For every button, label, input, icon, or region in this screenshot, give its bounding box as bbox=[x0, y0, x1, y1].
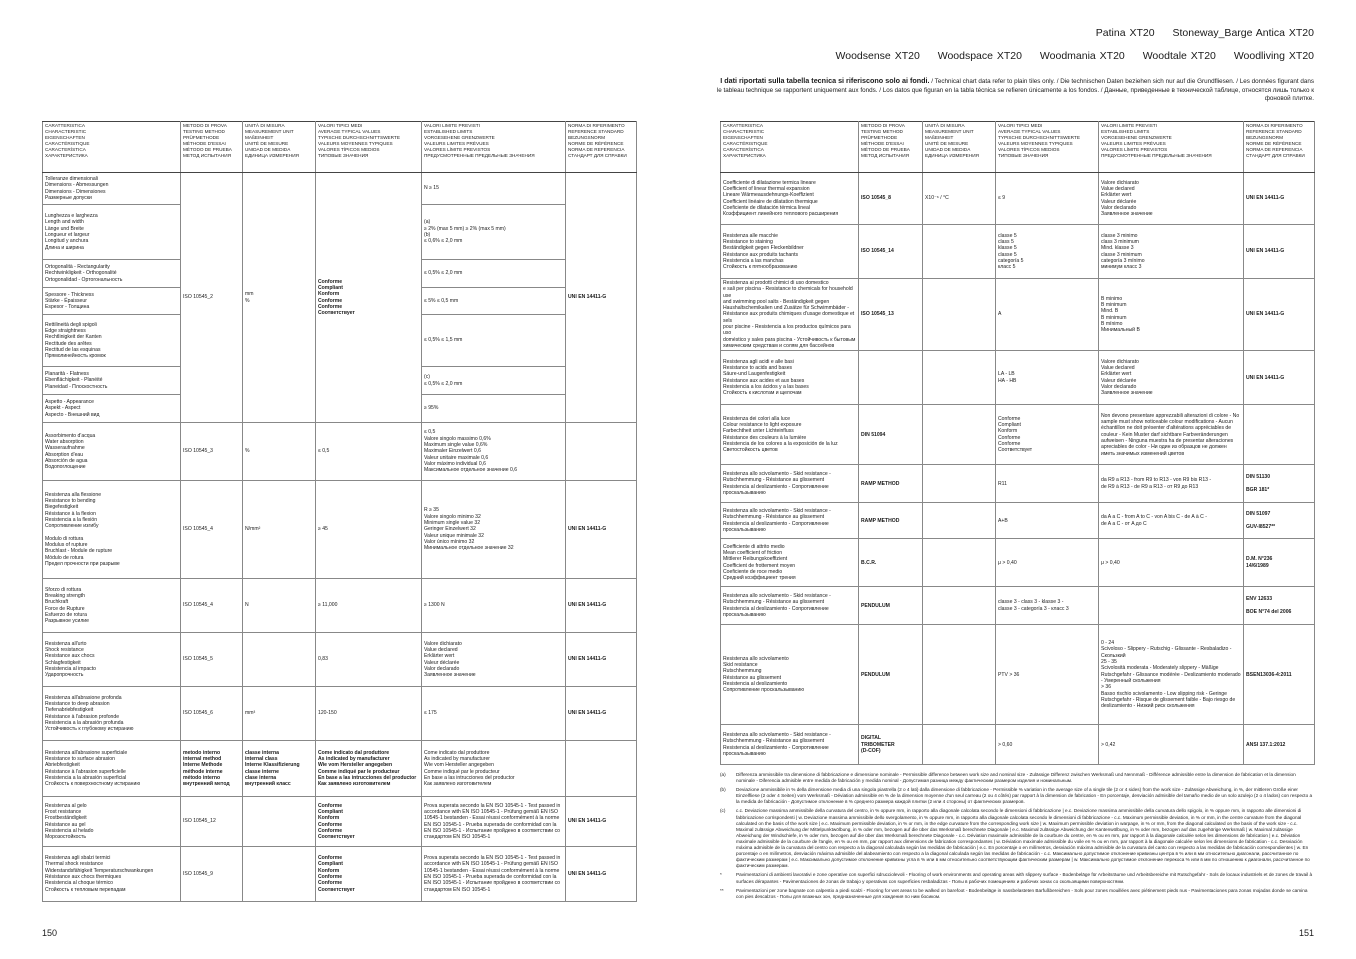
footnote bbox=[720, 888, 1314, 900]
disclaimer-bold: I dati riportati sulla tabella tecnica si riferiscono solo ai fondi. bbox=[720, 76, 930, 85]
row-limit: ≥ 1300 N bbox=[422, 579, 566, 633]
table-row bbox=[43, 741, 637, 797]
footnote-text: Pavimentazioni di ambienti lavorativi e zone operative con superfici sdrucciolevoli - Flooring of work environments and operating areas with slippery surface - Bodenbeläge für Arbeitsräume und Arbeitsbereiche mit Rutschgefahr - Sols de locaux industriels et de zones de travail à surfaces dérapantes - Pavimentaciones de zonas de trabajo y operativas con superficies resbaladizas - Полы в рабочих помещениях и рабочих зонах со скользящими поверхностями. bbox=[736, 872, 1313, 884]
row-characteristic: Resistenza agli sbalzi termici Thermal shock resistance Widerstandsfähigkeit Temperaturschwankungen Résistance aux chocs thermiques Resistencia al choque térmico Стойкость к тепловым перепадам bbox=[43, 847, 181, 902]
row-limit: Prova superata secondo la EN ISO 10545-1 - Test passed in accordance with EN ISO 10545-1 - Prüfung gemäß EN ISO 10545-1 bestanden - Essai réussi conformément à la norme EN ISO 10545-1 - Prueba superada de conformidad con la EN ISO 10545-1 - Испытание пройдено в соответствии со стандартом EN ISO 10545-1 bbox=[422, 847, 566, 902]
row-limit: ≤ 0,5 Valore singolo massimo 0,6% Maximum single value 0,6% Maximaler Einzelwert 0,6 Valeur unitaire maximale 0,6 Valor máximo individual 0,6 Максимальное отдельное значение 0,6 bbox=[422, 423, 566, 481]
row-norm: UNI EN 14411-G bbox=[566, 633, 637, 687]
row-limit: N ≥ 15 bbox=[422, 173, 566, 205]
row-typical: μ > 0,40 bbox=[996, 539, 1099, 587]
row-unit bbox=[243, 847, 316, 902]
row-method: RAMP METHOD bbox=[859, 465, 923, 503]
collection-line-1 bbox=[1082, 27, 1314, 39]
row-unit: X10⁻⁶ / °C bbox=[923, 173, 996, 225]
row-typical: A+B bbox=[996, 503, 1099, 539]
table-row bbox=[43, 173, 637, 205]
row-method: ISO 10545_14 bbox=[859, 225, 923, 279]
row-unit bbox=[923, 625, 996, 725]
header-typical: VALORI TIPICI MEDI AVERAGE TYPICAL VALUES TYPISCHE DURCHSCHNITTSWERTE VALEURS MOYENNES TYPIQUES VALORES TÍPICOS MEDIOS ТИПОВЫЕ ЗНАЧЕНИЯ bbox=[996, 122, 1099, 173]
row-characteristic: Resistenza alla flessione Resistance to bending Biegefestigkeit Résistance à la flexion Resistencia a la flexión Сопротивление изгибу Modulo di rottura Modulus of rupture Bruchlast - Module de rupture Módulo de rotura Предел прочности при разрыве bbox=[43, 481, 181, 579]
row-characteristic: Resistenza all'urto Shock resistance Resistance aux chocs Schlagfestigkeit Resistencia al impacto Ударопрочность bbox=[43, 633, 181, 687]
row-method: ISO 10545_4 bbox=[181, 481, 243, 579]
header-typical: VALORI TIPICI MEDI AVERAGE TYPICAL VALUES TYPISCHE DURCHSCHNITTSWERTE VALEURS MOYENNES TYPIQUES VALORES TÍPICOS MEDIOS ТИПОВЫЕ ЗНАЧЕНИЯ bbox=[316, 122, 422, 173]
row-limit: ≤ 5% ≤ 0,5 mm bbox=[422, 288, 566, 315]
row-norm: UNI EN 14411-G bbox=[566, 687, 637, 741]
row-limit: da R9 a R13 - from R9 to R13 - von R9 bis R13 - de R9 à R13 - de R9 a R13 - от R9 до R13 bbox=[1099, 465, 1244, 503]
table-row bbox=[43, 847, 637, 902]
row-characteristic: Resistenza allo scivolamento - Skid resistance - Rutschhemmung - Résistance au glissement Resistencia al deslizamiento - Сопротивление проскальзыванию bbox=[721, 503, 859, 539]
row-norm: UNI EN 14411-G bbox=[566, 579, 637, 633]
row-limit: Valore dichiarato Value declared Erklärter wert Valeur déclarée Valor declarado Заявленное значение bbox=[422, 633, 566, 687]
row-norm: UNI EN 14411-G bbox=[1244, 173, 1315, 225]
row-limit: ≤ 175 bbox=[422, 687, 566, 741]
row-limit: classe 3 minimo class 3 minimum Mind. klasse 3 classe 3 minimum categoría 3 mínimo минимум класс 3 bbox=[1099, 225, 1244, 279]
row-norm: UNI EN 14411-G bbox=[1244, 351, 1315, 405]
row-limit bbox=[1099, 587, 1244, 625]
disclaimer-rest: / Technical chart data refer to plain tiles only. / Die technischen Daten beziehen sich nur auf die Grundfliesen. / Les données figurant dans le tableau technique se rapportent uniquement aux fonds. / Los datos que figuran en la tabla técnica se refieren únicamente a los fondos. / Данные, приведенные в технической таблице, относятся лишь только к фоновой плитке. bbox=[716, 78, 1314, 103]
row-norm: DIN 51130 BGR 181* bbox=[1244, 465, 1315, 503]
row-characteristic: Coefficiente di attrito medio Mean coefficient of friction Mittlerer Reibungskoeffizient Coefficient de frottement moyen Coeficiente de roce medio Средний коэффициент трения bbox=[721, 539, 859, 587]
row-characteristic: Planarità - Flatness Ebenflächigkeit - Planéité Planeidad - Плоскостность bbox=[43, 367, 181, 395]
row-unit bbox=[923, 405, 996, 465]
table-row bbox=[721, 405, 1315, 465]
collection-name: Stoneway_Barge Antica XT20 bbox=[1172, 27, 1314, 39]
header-characteristic: CARATTERISTICA CHARACTERISTIC EIGENSCHAFTEN CARACTÉRISTIQUE CARACTERÍSTICA ХАРАКТЕРИСТИКА bbox=[721, 122, 859, 173]
row-characteristic: Resistenza allo scivolamento Skid resistance Rutschhemmung Résistance au glissement Resistencia al deslizamiento Сопротивление проскальзыванию bbox=[721, 625, 859, 725]
row-typical: 120-150 bbox=[316, 687, 422, 741]
table-row bbox=[43, 633, 637, 687]
footnote-key: * bbox=[720, 872, 722, 878]
row-method: ISO 10545_12 bbox=[181, 797, 243, 847]
collection-name: Woodmania XT20 bbox=[1039, 50, 1125, 62]
row-characteristic: Sforzo di rottura Breaking strength Bruchkraft Force de Rupture Esfuerzo de rotura Разрывное усилие bbox=[43, 579, 181, 633]
row-method: PENDULUM bbox=[859, 587, 923, 625]
row-limit: Non devono presentare apprezzabili alterazioni di colore - No sample must show noticeable colour modifications - Aucun échantillon ne doit présenter d'altérations appréciables de couleur - Kein Muster darf sichtbare Farbveränderungen aufweisen - Ninguna muestra ha de presentar alteraciones apreciables de color - Ни один из образцов не должен иметь значимых изменений цветов bbox=[1099, 405, 1244, 465]
row-typical: classe 3 - class 3 - klasse 3 - classe 3 - categoría 3 - класс 3 bbox=[996, 587, 1099, 625]
table-row bbox=[721, 503, 1315, 539]
row-characteristic: Rettilineità degli spigoli Edge straightness Rechtlinigkeit der Kanten Rectitude des arêtes Rectitud de las esquinas Прямолинейность кромок bbox=[43, 315, 181, 367]
row-unit: classe interna internal class Interne Klassifizierung classe interne clase interna внутренний класс bbox=[243, 741, 316, 797]
row-unit: mm³ bbox=[243, 687, 316, 741]
row-norm: D.M. N°236 14/6/1989 bbox=[1244, 539, 1315, 587]
row-characteristic: Ortogonalità - Rectangularity Rechtwinkligkeit - Orthogonalité Ortogonalidad - Ортогональность bbox=[43, 260, 181, 288]
row-unit bbox=[923, 465, 996, 503]
table-row bbox=[721, 173, 1315, 225]
row-typical: ≤ 9 bbox=[996, 173, 1099, 225]
row-norm bbox=[566, 423, 637, 481]
row-method: ISO 10545_5 bbox=[181, 633, 243, 687]
row-limit: da A a C - from A to C - von A bis C - de A à C - de A a C - от A до C bbox=[1099, 503, 1244, 539]
row-unit: % bbox=[243, 423, 316, 481]
row-limit: ≤ 0,5% ≤ 1,5 mm bbox=[422, 315, 566, 367]
header-unit: UNITÀ DI MISURA MEASUREMENT UNIT MAßEINHEIT UNITÉ DE MESURE UNIDAD DE MEDIDA ЕДИНИЦА ИЗМЕРЕНИЯ bbox=[923, 122, 996, 173]
group-unit: mm % bbox=[243, 173, 316, 423]
page-number-left: 150 bbox=[42, 928, 58, 938]
table-row bbox=[43, 579, 637, 633]
row-method: metodo interno internal method Interne Methode méthode interne método interno внутренний метод bbox=[181, 741, 243, 797]
row-characteristic: Tolleranze dimensionali Dimensions - Abmessungen Dimensions - Dimensiones Размерные допуски bbox=[43, 173, 181, 205]
header-method: METODO DI PROVA TESTING METHOD PRÜFMETHODE MÉTHODE D'ESSAI MÉTODO DE PRUEBA МЕТОД ИСПЫТАНИЯ bbox=[181, 122, 243, 173]
footnote bbox=[720, 787, 1314, 805]
row-typical: 0,83 bbox=[316, 633, 422, 687]
page-number-right: 151 bbox=[1298, 928, 1314, 938]
footnote-text: Differenza ammissibile tra dimensione di fabbricazione e dimensione nominale - Permissible difference between work size and nominal size - Zulässige Differenz zwischen Werksmaß und Nennmaß - Différence admissible entre la dimension de fabrication et la dimension nominale - Diferencia admisible entre medida de fabricación y medida nominal - Допустимая разница между фактическим размером изделия и номинальным. bbox=[736, 772, 1296, 784]
row-limit: (c) ≤ 0,5% ≤ 2,0 mm bbox=[422, 367, 566, 395]
header-unit: UNITÀ DI MISURA MEASUREMENT UNIT MAßEINHEIT UNITÉ DE MESURE UNIDAD DE MEDIDA ЕДИНИЦА ИЗМЕРЕНИЯ bbox=[243, 122, 316, 173]
row-unit bbox=[923, 539, 996, 587]
collection-name: Woodsense XT20 bbox=[835, 50, 920, 62]
footnote bbox=[720, 872, 1314, 884]
right-tech-table bbox=[720, 121, 1315, 765]
collection-name: Woodtale XT20 bbox=[1142, 50, 1216, 62]
footnote-key: (b) bbox=[720, 787, 726, 793]
row-typical: LA - LB HA - HB bbox=[996, 351, 1099, 405]
row-characteristic: Resistenza ai prodotti chimici di uso domestico e sali per piscina - Resistance to chemicals for household use and swimming pool salts - Beständigkeit gegen Haushaltschemikalien und Zusätze für Schwimmbäder - Résistance aux produits chimiques d'usage domestique et sels pour piscine - Resistencia a los productos químicos para uso doméstico y sales para piscina - Устойчивость к бытовым химическим средствам и солям для бассейнов bbox=[721, 279, 859, 351]
row-limit: Valore dichiarato Value declared Erklärter wert Valeur déclarée Valor declarado Заявленное значение bbox=[1099, 351, 1244, 405]
row-norm: UNI EN 14411-G bbox=[1244, 225, 1315, 279]
row-limit: Come indicato dal produttore As indicated by manufacturer Wie vom Hersteller angegeben Comme indiqué par le producteur En base a las intrucciones del productor Как заявлено изготовителем bbox=[422, 741, 566, 797]
row-method: DIGITAL TRIBOMETER (D-COF) bbox=[859, 725, 923, 765]
footnote-key: (a) bbox=[720, 772, 726, 777]
right-page bbox=[678, 0, 1356, 959]
table-row bbox=[43, 423, 637, 481]
table-row bbox=[721, 279, 1315, 351]
row-norm: BSEN13036-4:2011 bbox=[1244, 625, 1315, 725]
row-typical: Come indicato dal produttore As indicated by manufacturer Wie vom Hersteller angegeben Comme indiqué par le producteur En base a las intrucciones del productor Как заявлено изготовителем bbox=[316, 741, 422, 797]
row-limit: μ > 0,40 bbox=[1099, 539, 1244, 587]
row-characteristic: Aspetto - Appearance Aspekt - Aspect Aspecto - Внешний вид bbox=[43, 395, 181, 423]
row-method: ISO 10545_9 bbox=[181, 847, 243, 902]
row-method: ISO 10545_6 bbox=[181, 687, 243, 741]
row-method: ISO 10545_13 bbox=[859, 279, 923, 351]
table-row bbox=[43, 481, 637, 579]
row-characteristic: Lunghezza e larghezza Length and width Länge und Breite Longueur et largeur Longitud y anchura Длина и ширина bbox=[43, 205, 181, 260]
row-characteristic: Resistenza agli acidi e alle basi Resistance to acids and bases Säure-und Laugenfestigkeit Résistance aux acides et aux bases Resistencia a los ácidos y a las bases Стойкость к кислотам и щелочам bbox=[721, 351, 859, 405]
table-row bbox=[721, 465, 1315, 503]
footnote bbox=[720, 808, 1314, 869]
row-method: B.C.R. bbox=[859, 539, 923, 587]
footnote-text: c.c. Deviazione massima ammissibile della curvatura del centro, in % oppure mm, in rapporto alla diagonale calcolata secondo le dimensioni di fabbricazione | e.c. Deviazione massima ammissibile della curvatura dello spigolo, in % oppure mm, in rapporto alle dimensioni di fabbricazione corrispondenti | w. Deviazione massima ammissibile dello svergolamento, in % oppure mm, in rapporto alla diagonale calcolata secondo le dimensioni di fabbricazione - c.c. Maximum permissible deviation, in % or mm, in the centre curvature from the diagonal calculated on the basis of the work size | e.c. Maximum permissible deviation, in % or mm, in the edge curvature from the corresponding work size | w. Maximum permissible deviation in warpage, in % or mm, from the diagonal calculated on the basis of the work size - c.c. Maximal zulässige Abweichung der Mittelpunktwölbung, in % oder mm, bezogen auf die über das Werksmaß berechnete Diagonale | e.c. Maximal zulässige Abweichung der Kantenwölbung, in % oder mm, bezogen auf das zugehörige Werksmaß | w. Maximal zulässige Abweichung der Windschiefe, in % oder mm, bezogen auf die über das Werksmaß berechnete Diagonale - c.c. Déviation maximale admissible de la courbure du centre, en % ou en mm, par rapport à la diagonale calculée selon les dimensions de fabrication | e.c. Déviation maximale admissible de la courbure de l'angle, en % ou en mm, par rapport aux dimensions de fabrication correspondantes | w. Déviation maximale admissible du voile en % ou en mm, par rapport à la diagonale calculée selon les dimensions de fabrication - c.c. Desviación máxima admisible de la curvatura del centro con respecto a la diagonal calculada según las medidas de fabricación | e.c. En porcentaje o en milímetros, desviación máxima admisible de la curvatura del canto con respecto a las medidas de fabricación correspondientes | w. En porcentaje o en milímetros, desviación máxima admisible del alabeamiento con respecto a la diagonal calculada según las medidas de fabricación - c.c. Максимально допустимое отклонение кривизны центра в % или в мм относительно диагонали, рассчитанное по фактическим размерам | e.c. Максимально допустимое отклонение кривизны угла в % или в мм относительно соответствующим фактическим размерам | w. Максимально допустимое отклонение перекоса % или в мм по отношению к диагонали, рассчитанное по фактическим размерам. bbox=[736, 808, 1310, 869]
row-unit: N/mm² bbox=[243, 481, 316, 579]
row-limit: Valore dichiarato Value declared Erklärter wert Valeur déclarée Valor declarado Заявленное значение bbox=[1099, 173, 1244, 225]
header-method: METODO DI PROVA TESTING METHOD PRÜFMETHODE MÉTHODE D'ESSAI MÉTODO DE PRUEBA МЕТОД ИСПЫТАНИЯ bbox=[859, 122, 923, 173]
row-characteristic: Resistenza all'abrasione profonda Resistance to deep abrasion Tiefenabriebfestigkeit Résistance à l'abrasion profonde Resistencia a la abrasión profunda Устойчивость к глубокому истиранию bbox=[43, 687, 181, 741]
table-row bbox=[43, 797, 637, 847]
row-method: ISO 10545_4 bbox=[181, 579, 243, 633]
header-norm: NORMA DI RIFERIMENTO REFERENCE STANDARD BEZUNGSNORM NORME DE RÉFÉRENCE NORMA DE REFERENCIA СТАНДАРТ ДЛЯ СПРАВКИ bbox=[566, 122, 637, 173]
table-row bbox=[721, 351, 1315, 405]
group-typical: Conforme Compliant Konform Conforme Conforme Соответствует bbox=[316, 173, 422, 423]
group-method: ISO 10545_2 bbox=[181, 173, 243, 423]
header-limit: VALORI LIMITE PREVISTI ESTABLISHED LIMITS VORGESEHENE GRENZWERTE VALEURS LIMITES PRÉVUES VALORES LÍMITE PREVISTOS ПРЕДУСМОТРЕННЫЕ ПРЕДЕЛЬНЫЕ ЗНАЧЕНИЯ bbox=[1099, 122, 1244, 173]
row-characteristic: Assorbimento d'acqua Water absorption Wasseraufnahme Absorption d'eau Absorción de agua Водопоглощение bbox=[43, 423, 181, 481]
row-method: PENDULUM bbox=[859, 625, 923, 725]
right-table-header bbox=[721, 122, 1315, 173]
row-characteristic: Spessore - Thickness Stärke - Épaisseur Espesor - Толщина bbox=[43, 288, 181, 315]
footnote bbox=[720, 772, 1314, 784]
row-limit: (a) ≥ 2% (max 5 mm) ≥ 2% (max 5 mm) (b) ≤ 0,6% ≤ 2,0 mm bbox=[422, 205, 566, 260]
disclaimer bbox=[714, 77, 1314, 104]
table-row bbox=[721, 225, 1315, 279]
collection-line-2 bbox=[822, 50, 1314, 62]
footnote-text: Pavimentazioni per zone bagnate con calpestio a piedi scalzi - Flooring for wet areas to be walked on barefoot - Bodenbeläge in nassbelasteten Barfußbereichen - Sols pour zones mouillées avec piétinement pieds nus - Pavimentaciones para zonas mojadas donde se camina con pies descalzos - Полы для влажных зон, предназначенные для хождения по ним босиком. bbox=[736, 887, 1308, 899]
row-unit: N bbox=[243, 579, 316, 633]
row-limit: ≤ 0,5% ≤ 2,0 mm bbox=[422, 260, 566, 288]
row-method: ISO 10545_3 bbox=[181, 423, 243, 481]
row-typical: Conforme Compliant Konform Conforme Conforme Соответствует bbox=[996, 405, 1099, 465]
row-characteristic: Resistenza dei colori alla luce Colour resistance to light exposure Farbechtheit unter Lichteinfluss Résistance des couleurs à la lumière Resistencia de los colores a la exposición de la luz Светостойкость цветов bbox=[721, 405, 859, 465]
row-limit: 0 - 24 Scivoloso - Slippery - Rutschig - Glissante - Resbaladizo - Скользкий 25 - 35 Scivolosità moderata - Moderately slippery - Mäßige Rutschgefahr - Glissance modérée - Deslizamiento moderado - Умеренный скольжения > 36 Basso rischio scivolamento - Low slipping risk - Geringe Rutschgefahr - Risque de glissement faible - Bajo riesgo de deslizamiento - Низкий риск скольжения bbox=[1099, 625, 1244, 725]
row-unit bbox=[923, 725, 996, 765]
row-method bbox=[859, 351, 923, 405]
table-row bbox=[721, 725, 1315, 765]
row-method: DIN 51094 bbox=[859, 405, 923, 465]
row-typical: classe 5 class 5 klasse 5 classe 5 categoría 5 класс 5 bbox=[996, 225, 1099, 279]
collection-name: Patina XT20 bbox=[1095, 27, 1155, 39]
row-characteristic: Resistenza allo scivolamento - Skid resistance - Rutschhemmung - Résistance au glissement Resistencia al deslizamiento - Сопротивление проскальзыванию bbox=[721, 465, 859, 503]
group-norm: UNI EN 14411-G bbox=[566, 173, 637, 423]
row-method: ISO 10545_8 bbox=[859, 173, 923, 225]
footnote-text: Deviazione ammissibile in % della dimensione media di una singola piastrella (2 o 4 lati) dalla dimensione di fabbricazione - Permissible % variation in the average size of a single tile (2 or 4 sides) from the work size - Zulässige Abweichung, in %, der mittleren Größe einer Einzelfliese (2 oder 4 Seiten) vom Werksmaß - Déviation admissible en % de la dimension moyenne d'un seul carreau (2 ou 4 côtés) par rapport à la dimension de fabrication - En porcentaje, desviación admisible del tamaño medio de un solo azulejo (2 o 4 lados) con respecto a la medida de fabricación - Допустимое отклонение в % среднего размера каждой плитки (2 или 4 стороны) от фактических размеров. bbox=[736, 787, 1313, 805]
row-typical: R11 bbox=[996, 465, 1099, 503]
table-row bbox=[721, 625, 1315, 725]
row-norm bbox=[566, 741, 637, 797]
row-typical: > 0,60 bbox=[996, 725, 1099, 765]
row-unit bbox=[243, 633, 316, 687]
row-method: RAMP METHOD bbox=[859, 503, 923, 539]
row-characteristic: Resistenza allo scivolamento - Skid resistance - Rutschhemmung - Résistance au glissement Resistencia al deslizamiento - Сопротивление проскальзыванию bbox=[721, 725, 859, 765]
row-typical: ≥ 11,000 bbox=[316, 579, 422, 633]
row-limit: B minimo B minimum Mind. B B minimum B mínimo Минимальный B bbox=[1099, 279, 1244, 351]
row-limit: ≥ 95% bbox=[422, 395, 566, 423]
row-limit: Prova superata secondo la EN ISO 10545-1 - Test passed in accordance with EN ISO 10545-1 - Prüfung gemäß EN ISO 10545-1 bestanden - Essai réussi conformément à la norme EN ISO 10545-1 - Prueba superada de conformidad con la EN ISO 10545-1 - Испытание пройдено в соответствии со стандартом EN ISO 10545-1 bbox=[422, 797, 566, 847]
header-limit: VALORI LIMITE PREVISTI ESTABLISHED LIMITS VORGESEHENE GRENZWERTE VALEURS LIMITES PRÉVUES VALORES LÍMITE PREVISTOS ПРЕДУСМОТРЕННЫЕ ПРЕДЕЛЬНЫЕ ЗНАЧЕНИЯ bbox=[422, 122, 566, 173]
row-unit bbox=[923, 351, 996, 405]
row-characteristic: Resistenza allo scivolamento - Skid resistance - Rutschhemmung - Résistance au glissement Resistencia al deslizamiento - Сопротивление проскальзыванию bbox=[721, 587, 859, 625]
row-unit bbox=[923, 279, 996, 351]
header-norm: NORMA DI RIFERIMENTO REFERENCE STANDARD BEZUNGSNORM NORME DE RÉFÉRENCE NORMA DE REFERENCIA СТАНДАРТ ДЛЯ СПРАВКИ bbox=[1244, 122, 1315, 173]
footnote-key: ** bbox=[720, 887, 724, 893]
row-norm: UNI EN 14411-G bbox=[566, 797, 637, 847]
left-table-header bbox=[43, 122, 637, 173]
left-tech-table bbox=[42, 121, 637, 902]
table-row bbox=[721, 587, 1315, 625]
footnotes bbox=[720, 772, 1314, 903]
row-unit bbox=[923, 587, 996, 625]
row-limit: R ≥ 35 Valore singolo minimo 32 Minimum single value 32 Geringer Einzelwert 32 Valeur unique minimale 32 Valor único mínimo 32 Минимальное отдельное значение 32 bbox=[422, 481, 566, 579]
table-row bbox=[43, 687, 637, 741]
row-norm: DIN 51097 GUV-I8527** bbox=[1244, 503, 1315, 539]
row-limit: > 0,42 bbox=[1099, 725, 1244, 765]
row-norm: ANSI 137.1:2012 bbox=[1244, 725, 1315, 765]
row-typical: Conforme Compliant Konform Conforme Conforme Соответствует bbox=[316, 797, 422, 847]
row-characteristic: Resistenza all'abrasione superficiale Resistance to surface abrasion Abriebfestigkeit Résistance à l'abrasion superficielle Resistencia a la abrasión superficial Стойкость к поверхностному истиранию bbox=[43, 741, 181, 797]
row-characteristic: Coefficiente di dilatazione termica lineare Coefficient of linear thermal expansion Lineare Wärmeausdehnungs-Koeffizient Coefficient linéaire de dilatation thermique Coeficiente de dilatación térmica lineal Коэффициент линейного теплового расширения bbox=[721, 173, 859, 225]
row-typical: A bbox=[996, 279, 1099, 351]
row-norm: ENV 12633 BOE N°74 del 2006 bbox=[1244, 587, 1315, 625]
row-typical: Conforme Compliant Konform Conforme Conforme Соответствует bbox=[316, 847, 422, 902]
table-row bbox=[721, 539, 1315, 587]
row-characteristic: Resistenza alle macchie Resistance to staining Beständigkeit gegen Fleckenbildner Résistance aux produits tachants Resistencia a las manchas Стойкость к пятнообразованию bbox=[721, 225, 859, 279]
footnote-key: (c) bbox=[720, 808, 726, 814]
row-norm bbox=[1244, 405, 1315, 465]
row-typical: ≥ 45 bbox=[316, 481, 422, 579]
row-norm: UNI EN 14411-G bbox=[1244, 279, 1315, 351]
collection-name: Woodliving XT20 bbox=[1233, 50, 1314, 62]
row-unit bbox=[923, 225, 996, 279]
row-unit bbox=[243, 797, 316, 847]
row-norm: UNI EN 14411-G bbox=[566, 481, 637, 579]
header-characteristic: CARATTERISTICA CHARACTERISTIC EIGENSCHAFTEN CARACTÉRISTIQUE CARACTERÍSTICA ХАРАКТЕРИСТИКА bbox=[43, 122, 181, 173]
row-unit bbox=[923, 503, 996, 539]
collection-name: Woodspace XT20 bbox=[937, 50, 1022, 62]
row-typical: ≤ 0,5 bbox=[316, 423, 422, 481]
row-typical: PTV > 36 bbox=[996, 625, 1099, 725]
row-characteristic: Resistenza al gelo Frost resistance Frostbeständigkeit Résistance au gel Resistencia al helado Морозостойкость bbox=[43, 797, 181, 847]
row-norm: UNI EN 14411-G bbox=[566, 847, 637, 902]
